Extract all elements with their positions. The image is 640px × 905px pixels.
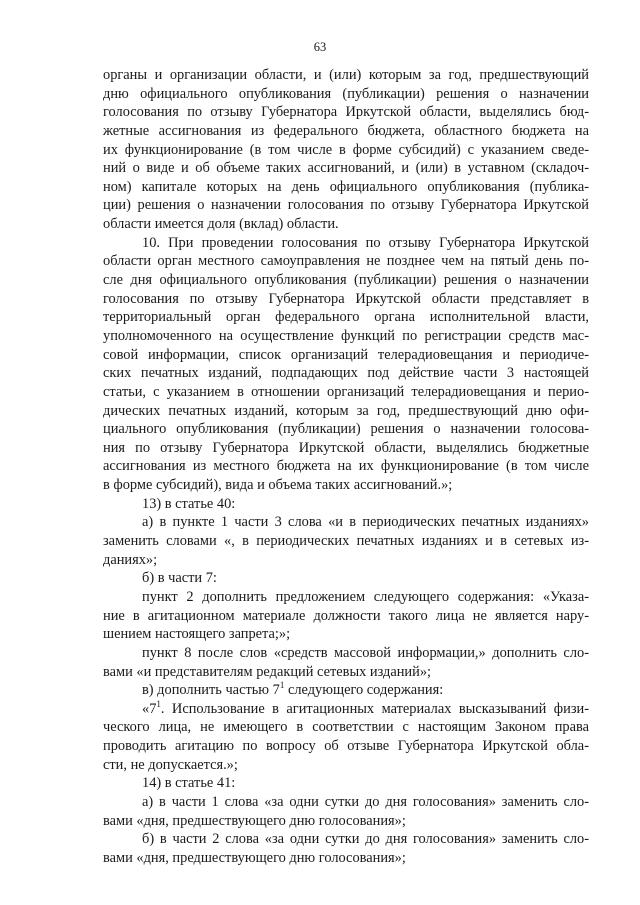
text-line: шением настоящего запрета;»; — [103, 626, 291, 643]
text-line: ассигнования из местного бюджета на их функционирование (в том числе — [103, 458, 589, 475]
text-line: статьи, с указанием в отношении организаций телерадиовещания и перио- — [103, 383, 589, 400]
text-line: заменить словами «, в периодических печатных изданиях и в сетевых из- — [103, 533, 589, 550]
text-line: сле дня официального опубликования (публикации) решения о назначении — [103, 272, 589, 289]
text-line: 14) в статье 41: — [142, 775, 236, 792]
text-line: ских печатных изданий, подпадающих под действие части 3 настоящей — [103, 365, 589, 382]
text-segment: следующего содержания: — [284, 682, 444, 699]
text-line: дню официального опубликования (публикации) решения о назначении — [103, 85, 589, 102]
text-line: пункт 8 после слов «средств массовой информации,» дополнить сло- — [142, 644, 589, 661]
text-line: области орган местного самоуправления не позднее чем на пятый день по- — [103, 253, 589, 270]
text-line: проводить агитацию по вопросу об отзыве Губернатора Иркутской обла- — [103, 738, 589, 755]
text-line: ние в агитационном материале должности такого лица не является нару- — [103, 607, 589, 624]
text-line: б) в части 7: — [142, 570, 217, 587]
text-line: 13) в статье 40: — [142, 495, 236, 512]
text-line: органы и организации области, и (или) которым за год, предшествующий — [103, 67, 589, 83]
text-line: циального опубликования (публикации) решения о назначении голосова- — [103, 421, 589, 438]
text-line: ний о виде и об объеме таких ассигнований, и (или) в уставном (складоч- — [103, 160, 589, 177]
text-line: ческого лица, не имеющего в соответствии с настоящим Законом права — [103, 719, 589, 736]
text-line: ния по отзыву Губернатора Иркутской области, выделялись бюджетные — [103, 439, 589, 456]
text-line: жетные ассигнования из федерального бюджета, областного бюджета на — [103, 122, 589, 139]
text-line — [103, 681, 589, 700]
text-line: даниях»; — [103, 551, 158, 568]
text-line: пункт 2 дополнить предложением следующего содержания: «Указа- — [142, 588, 589, 605]
text-line: их функционирование (в том числе в форме субсидий) с указанием сведе- — [103, 141, 589, 158]
text-line: голосования по отзыву Губернатора Иркутской области представляет в — [103, 290, 589, 307]
text-line: в форме субсидий), вида и объема таких ассигнований.»; — [103, 477, 453, 494]
text-line — [103, 700, 589, 719]
text-line: уполномоченного на осуществление функций по регистрации средств мас- — [103, 327, 589, 344]
superscript: 1 — [279, 681, 285, 691]
text-line: совой информации, список организаций телерадиовещания и периодиче- — [103, 346, 589, 363]
text-line: б) в части 2 слова «за одни сутки до дня голосования» заменить сло- — [142, 831, 589, 848]
text-segment: «7 — [142, 700, 157, 717]
text-line: голосования по отзыву Губернатора Иркутской области, выделялись бюд- — [103, 104, 589, 121]
superscript: 1 — [156, 699, 161, 709]
text-segment: . Использование в агитационных материалах высказываний физи- — [160, 700, 589, 717]
text-line: а) в пункте 1 части 3 слова «и в периодических печатных изданиях» — [142, 514, 589, 531]
text-segment: в) дополнить частью 7 — [142, 682, 280, 699]
text-line: вами «дня, предшествующего дню голосования»; — [103, 849, 406, 866]
document-body — [103, 66, 589, 868]
text-line: вами «и представителям редакций сетевых изданий»; — [103, 663, 432, 680]
text-line: области имеется доля (вклад) области. — [103, 216, 339, 233]
text-line: вами «дня, предшествующего дню голосования»; — [103, 812, 406, 829]
text-line: а) в части 1 слова «за одни сутки до дня голосования» заменить сло- — [142, 793, 589, 810]
text-line: сти, не допускается.»; — [103, 756, 238, 773]
page-number: 63 — [313, 40, 327, 54]
text-line: ном) капитале которых на день официального опубликования (публика- — [103, 178, 589, 195]
text-line: 10. При проведении голосования по отзыву Губернатора Иркутской — [142, 234, 589, 251]
text-line: ции) решения о назначении голосования по отзыву Губернатора Иркутской — [103, 197, 589, 214]
text-line: территориальный орган федерального органа исполнительной власти, — [103, 309, 589, 326]
text-line: дических печатных изданий, которым за год, предшествующий дню офи- — [103, 402, 589, 419]
